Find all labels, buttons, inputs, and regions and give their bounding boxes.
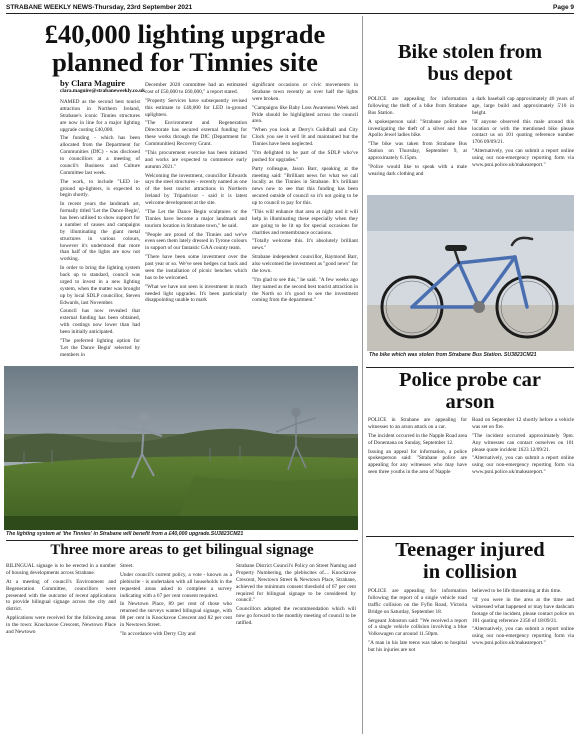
teen-headline-line1: Teenager injured [395,539,545,561]
paragraph: "This procurement exercise has been initiated and works are expected to commence early autumn 2021." [145,149,247,170]
signage-column-2 [120,563,232,733]
paragraph: Strabane independent councillor, Raymond Barr, also welcomed the investment as "good news" for the town. [252,254,358,274]
paragraph: Issuing an appeal for information, a police spokesperson said: "Strabane police are appealing for any witnesses who may have seen three youths in the area of Napple [368,448,467,476]
paragraph: "The preferred lighting option for 'Let the Dance Begin' selected by members in [60,337,140,358]
paragraph: The funding - which has been allocated from the Department for Communities (DfC) - was disclosed to councillors at a meeting of council's Business and Culture Committee last week. [60,135,140,176]
paragraph: believed to be life threatening at this time. [472,588,562,594]
paragraph: "A man in his late teens was taken to hospital but his injuries are not [368,640,467,653]
paragraph: Sergeant Johnston said: "We received a report of a single vehicle collision involving a blue Volkswagen car around 11.50pm. [368,617,467,638]
signage-column-1 [6,563,116,733]
bike-photo [367,195,574,351]
signage-headline: Three more areas to get bilingual signage [50,542,314,558]
lead-headline-line1: £40,000 lighting upgrade [44,19,326,49]
car-headline [366,370,574,413]
paragraph: A spokesperson said: "Strabane police are investigating the theft of a silver and blue Apollo Jewel ladies bike. [368,118,467,139]
paragraph: "The Environment and Regeneration Directorate has secured external funding for these works through the DfC (Department for Communities) Recovery Grant. [145,120,247,147]
lead-headline [10,20,360,76]
paragraph: "What we have not seen is investment in much needed light upgrades. It's been particularly disappointing unable to mark [145,283,247,304]
signage-column-3 [236,563,356,733]
paragraph: significant occasions or civic movements in Strabane town recently as over half the lights were broken. [252,82,358,102]
paragraph: Councillors adopted the recommendation which will now go forward to the monthly meeting of council to be ratified. [236,606,356,626]
paragraph: The incident occurred in the Napple Road area of Donemana on Sunday, September 12. [368,432,467,446]
paragraph: "Campaigns like Baby Loss Awareness Week and Pride should be highlighted across the council area. [252,104,358,125]
page-number: Page 9 [553,4,574,11]
lead-email: clara.maguire@strabaneweekly.co.uk [60,88,146,94]
lead-byline: by Clara Maguire [60,78,126,88]
teen-column-1 [368,588,467,734]
car-column-2 [472,417,574,533]
lead-headline-line2: planned for Tinnies site [52,47,318,78]
paragraph: Council has now revealed that external funding has been obtained, with costings now lower than had been initially anticipated. [60,308,140,335]
bike-illustration [367,195,574,351]
bike-column-2 [472,96,574,196]
paragraph: At a meeting of council's Environment and Regeneration Committee, councillors were presented with the outcome of recent applications to provide bilingual signage across the city and district. [6,578,116,613]
paragraph: "The bike was taken from Strabane Bus Station on Thursday, September 9, at approximately 6.15pm. [368,141,467,161]
paragraph: "Property Services have subsequently revised this estimate to £40,000 for LED in-ground uplighters. [145,97,247,118]
paragraph: a dark baseball cap approximately 40 years of age, large build and approximately 5'10 in height. [472,96,574,116]
teen-rule [366,536,574,537]
paragraph: December 2020 committee had an estimated cost of £50,000 to £60,000," a report stated. [145,82,247,95]
paragraph: POLICE are appealing for information following the theft of a bike from Strabane Bus Station. [368,96,467,116]
paragraph: "This will enhance that area at night and it will help in illuminating these especially when they are going to be lit up for special occasions for charities and remembrance occasions. [252,208,358,236]
paragraph: Party colleague, Jason Barr, speaking at the meeting said: "Brilliant news for what we call locally as the Tinnies in Strabane. It's brilliant news now to see that this funding has been secured outside of council so it's not going to be up to council to pay for this. [252,165,358,206]
paragraph: "The Let the Dance Begin sculptures or the Tinnies have become a major landmark and tourism location in Strabane town," he said. [145,208,247,229]
paragraph: "The incident occurred approximately 9pm. Any witnesses can contact ourselves on 101 please quote incident 1623 12/09/21. [472,432,574,453]
tinnies-illustration [4,366,358,530]
paragraph: NAMED as the second best tourist attraction in Northern Ireland, Strabane's iconic Tinnies structures are now in line for a major lighting upgrade costing £40,000. [60,99,140,133]
paragraph: "People are proud of the Tinnies and we've even seen them lately dressed in Tyrone colours in support of our fantastic GAA county team. [145,231,247,252]
tinnies-photo-caption: The lighting system at 'the Tinnies' in Strabane will benefit from a £40,000 upgrade.SU3823CM21 [6,531,244,537]
paragraph: "Alternatively, you can submit a report online using our non-emergency reporting form via www.psni.police.uk/makeareport." [472,148,574,168]
teen-column-2 [472,588,574,734]
lead-column-2 [145,82,247,362]
paragraph: Applications were received for the following areas in the town: Knockavoe Crescent, Newtown Place and Newtown [6,615,116,635]
paragraph: "Totally welcome this. It's absolutely brilliant news." [252,238,358,252]
bike-column-1 [368,96,467,196]
bike-headline [366,42,574,85]
paragraph: Strabane District Council's Policy on Street Naming and Property Numbering, the plebiscites of.... Knockavoe Crescent, Newtown Street & Newtown Place, Strabane, achieved the minimum consent threshold of 67 per cent required for bilingual signage to be considered by council." [236,563,356,604]
paragraph: "When you look at Derry's Guildhall and City Clock you see it well lit and maintained but the Tinnies have been neglected. [252,127,358,147]
paragraph: "I'm delighted to be part of the SDLP who've pushed for upgrades." [252,149,358,163]
paragraph: "I'm glad to see this," he said. "A few weeks ago they named as the second best tourist attraction in the North so it's good to see the investment coming from the department." [252,276,358,304]
paragraph: POLICE are appealing for information following the report of a single vehicle road traffic collision on the Fyfin Road, Victoria Bridge on Saturday, September 18. [368,588,467,615]
bike-headline-line2: bus depot [427,62,513,85]
paragraph: POLICE in Strabane are appealing for witnesses to an arson attack on a car. [368,417,467,430]
paragraph: "There have been some investment over the past year or so. We've seen hedges cut back and seen the installation of picnic benches which has to be welcomed. [145,254,247,281]
header-rule [6,13,574,14]
column-divider [362,16,363,734]
paragraph: Welcoming the investment, councillor Edwards says the steel structures - recently named as one of the best tourist attractions in Northern Ireland by Tripadvisor - said it is latest welcome development at the site. [145,172,247,206]
paragraph: Road on September 12 shortly before a vehicle was set on fire. [472,417,574,430]
paragraph: Street. [120,563,134,569]
paragraph: In order to bring the lighting system back up to standard, council was urged to invest in a new lighting system, when the matter was brought up by local SDLP councillor, Steven Edwards, last November. [60,265,140,306]
page-header [6,3,574,13]
publication-line: STRABANE WEEKLY NEWS-Thursday, 23rd September 2021 [6,4,193,11]
paragraph: In recent years the landmark art, formally titled 'Let the Dance Begin', has been utilised to show support for a number of causes and campaigns by illuminating the giant metal structures in various colours, however it's understood that more than half of the lights are now not working. [60,201,140,263]
bike-photo-caption: The bike which was stolen from Strabane Bus Station. SU3823CM21 [369,352,537,358]
paragraph: BILINGUAL signage is to be erected in a number of housing developments across Strabane. [6,563,116,576]
paragraph: "Alternatively, you can submit a report online using our non-emergency reporting form via www.psni.police.uk/makeareport." [472,455,574,476]
paragraph: "In accordance with Derry City and [120,630,196,637]
teen-headline-line2: in collision [423,560,517,583]
lead-column-3 [252,82,358,362]
car-rule [366,367,574,368]
car-column-1 [368,417,467,533]
tinnies-photo [4,366,358,530]
car-headline-line1: Police probe car [399,369,541,391]
paragraph: The work, to include "LED in-ground up-lighters, is expected to begin shortly. [60,178,140,199]
paragraph: "Police would like to speak with a male wearing dark clothing and [368,163,467,177]
car-headline-line2: arson [445,390,495,413]
bike-headline-line1: Bike stolen from [397,41,543,63]
paragraph: "If anyone observed this male around this location or with the mentioned bike please contact us on 101 quoting reference number 1706 09/09/21. [472,118,574,146]
teen-headline [366,540,574,583]
paragraph: "Alternatively, you can submit a report online using our non-emergency reporting form via www.psni.police.uk/makeareport." [472,626,574,647]
lead-column-1 [60,99,140,361]
paragraph: Under council's current policy, a vote - known as a plebiscite - is undertaken with all households in the requested areas asked to complete a survey indicating with a 67 per cent consent required. [120,571,232,599]
paragraph: "If you were in the area at the time and witnessed what happened or may have dashcam footage of the incident, please contact police on 101 quoting reference 2356 of 18/09/21. [472,596,574,624]
paragraph: In Newtown Place, 89 per cent of those who returned the surveys wanted bilingual signage, with 88 per cent in Knockavoe Crescent and 82 per cent in Newtown Street. [120,601,232,628]
signage-rule [6,540,358,541]
